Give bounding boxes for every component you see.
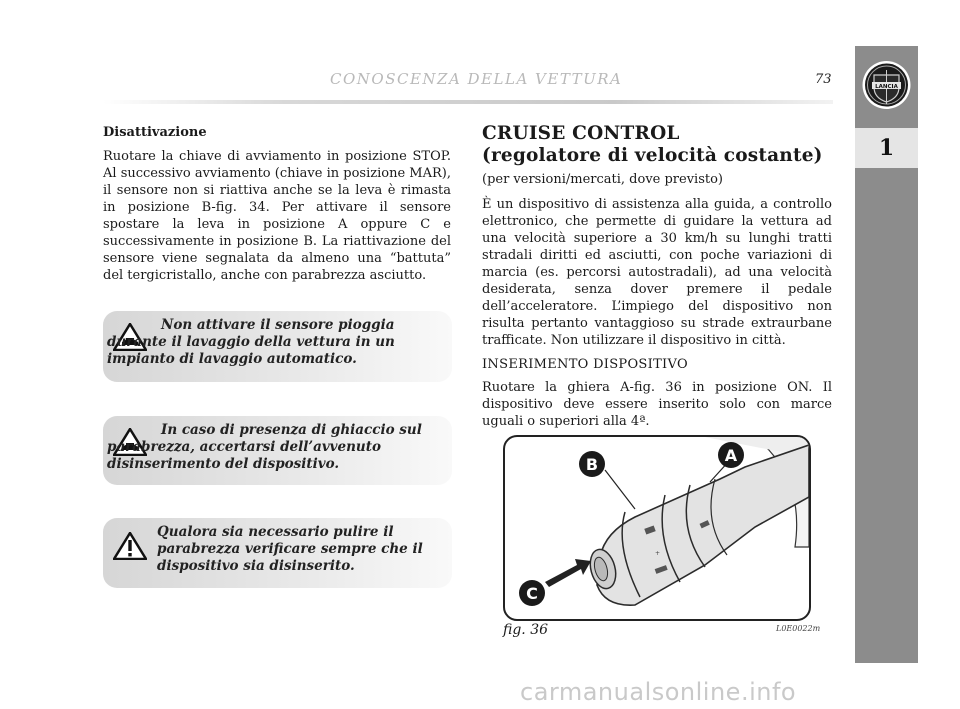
cruise-control-stalk-illustration (505, 437, 809, 619)
title-line-2: (regolatore di velocità costante) (482, 145, 823, 166)
sidebar-logo-box (855, 46, 918, 126)
figure-36 (503, 435, 811, 621)
warning-text-2: In caso di presenza di ghiaccio sul parabrezza, accertarsi dell’avvenuto disinserimento del dispositivo. (107, 422, 422, 472)
cruise-control-title (482, 123, 823, 167)
press-arrow (545, 559, 591, 587)
figure-code: L0E0022m (776, 624, 821, 633)
lancia-logo-icon (855, 46, 918, 126)
warning-triangle-icon (113, 532, 147, 560)
label-a-badge: A (718, 442, 744, 468)
page-number: 73 (815, 72, 832, 87)
section-heading-disattivazione: Disattivazione (103, 125, 207, 140)
figure-caption: fig. 36 (503, 622, 549, 638)
title-line-1: CRUISE CONTROL (482, 123, 680, 144)
inserimento-body: Ruotare la ghiera A-fig. 36 in posizione ON. Il dispositivo deve essere inserito solo con marce uguali o superiori alla 4ª. (482, 380, 832, 429)
label-c-badge: C (519, 580, 545, 606)
header-rule (103, 100, 833, 104)
svg-text:LANCIA: LANCIA (875, 83, 898, 90)
chapter-tab: 1 (855, 128, 918, 168)
disattivazione-body: Ruotare la chiave di avviamento in posizione STOP. Al successivo avviamento (chiave in posizione MAR), il sensore non si riattiva anche se la leva è rimasta in posizione B-fig. 34. Per attivare il sensore spostare la leva in posizione A oppure C e successivamente in posizione B. La riattivazione del sensore viene segnalata da almeno una “battuta” del tergicristallo, anche con parabrezza asciutto. (103, 149, 451, 283)
cruise-control-body: È un dispositivo di assistenza alla guida, a controllo elettronico, che permette di guidare la vettura ad una velocità superiore a 30 km/h su lunghi tratti stradali diritti ed asciutti, con poche variazioni di marcia (es. percorsi autostradali), ad una velocità desiderata, senza dover premere il pedale dell’acceleratore. L’impiego del dispositivo non risulta pertanto vantaggioso su strade extraurbane trafficate. Non utilizzare il dispositivo in città. (482, 197, 832, 348)
warning-text-3: Qualora sia necessario pulire il parabrezza verificare sempre che il dispositivo sia disinserito. (157, 524, 423, 574)
versions-note: (per versioni/mercati, dove previsto) (482, 172, 724, 187)
leader-line-b (605, 470, 635, 509)
warning-box-1 (103, 311, 452, 382)
warning-box-3 (103, 518, 452, 588)
warning-box-2 (103, 416, 452, 485)
svg-text:+: + (655, 550, 661, 557)
watermark: carmanualsonline.info (520, 678, 797, 706)
section-heading-inserimento: INSERIMENTO DISPOSITIVO (482, 357, 688, 372)
label-b-badge: B (579, 451, 605, 477)
warning-text-1: Non attivare il sensore pioggia durante il lavaggio della vettura in un impianto di lavaggio automatico. (107, 317, 395, 367)
running-header-title: CONOSCENZA DELLA VETTURA (330, 70, 623, 88)
